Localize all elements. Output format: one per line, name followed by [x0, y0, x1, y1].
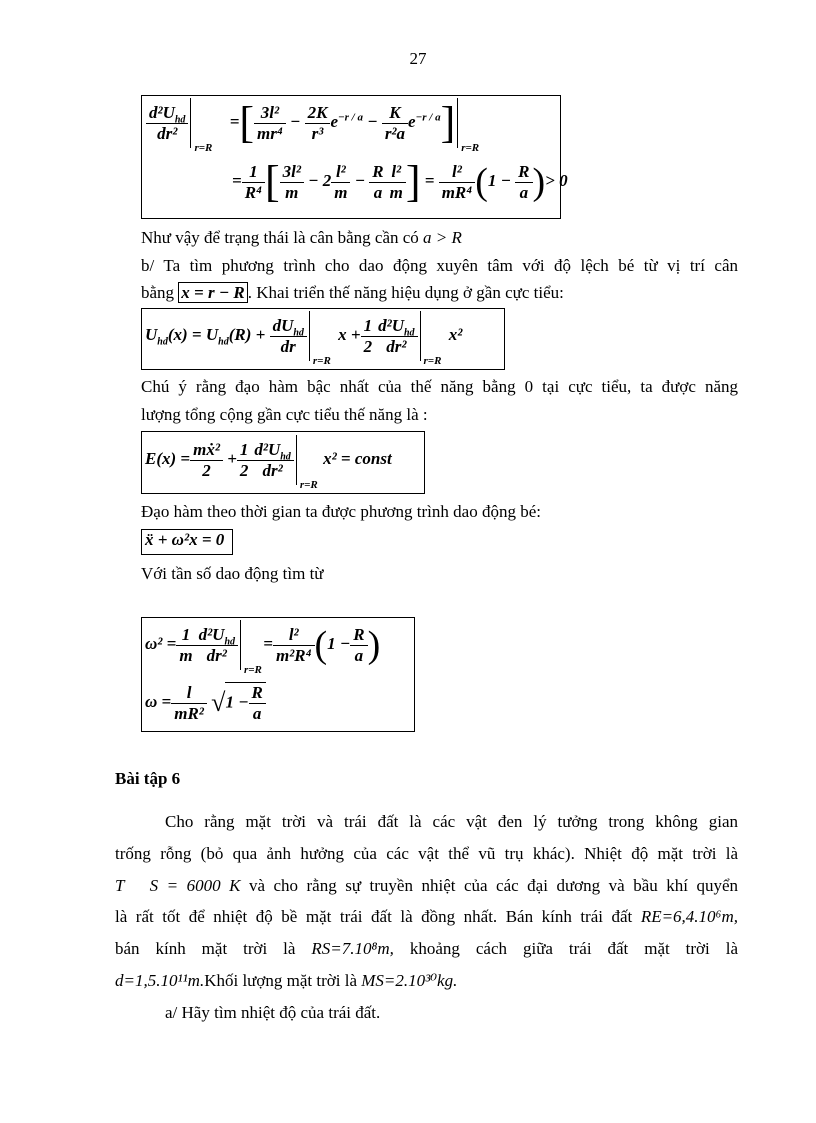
equation-taylor-expansion: $U_{hd}(x) = U_{hd}(R)$ + $\frac{dU_{hd}}{dr}$ r=R x + $\frac{1}{2}$ $\frac{d^2U_{hd}}{\text{dr²}}$ r=R x²	[145, 311, 462, 361]
paragraph-line: là rất tốt để nhiệt độ bề mặt trái đất là đồng nhất. Bán kính trái đất RE=6,4.10⁶m,	[115, 907, 738, 926]
paragraph-line: Cho rằng mặt trời và trái đất là các vật đen lý tưởng trong không gian	[165, 812, 738, 831]
equation-oscillator: ẍ + ω²x = 0	[145, 530, 225, 549]
paragraph-line: bán kính mặt trời là RS=7.10⁸m, khoảng cách giữa trái đất mặt trời là	[115, 939, 738, 958]
paragraph-line: Chú ý rằng đạo hàm bậc nhất của thế năng bằng 0 tại cực tiểu, ta được năng	[141, 377, 738, 396]
equation-second-derivative-line2: = $\frac{1}{\text{R⁴}}$ [ $\frac{\text{3l²}}{m}$ − 2 $\frac{\text{l²}}{m}$ − $\frac{R}{a}$ $\frac{\text{l²}}{m}$ ] = $\frac{\text{l²}}{\text{mR⁴}}$ (1 − $\frac{R}{a}$ )> 0	[232, 157, 568, 206]
paragraph-line: Đạo hàm theo thời gian ta được phương trình dao động bé:	[141, 502, 541, 521]
paragraph-line: lượng tổng cộng gần cực tiểu thế năng là :	[141, 405, 428, 424]
exercise-heading: Bài tập 6	[115, 769, 181, 788]
condition-line: Như vậy để trạng thái là cân bằng cần có a > R	[141, 228, 462, 247]
question-a: a/ Hãy tìm nhiệt độ của trái đất.	[165, 1003, 381, 1022]
paragraph-line: Với tần số dao động tìm từ	[141, 564, 324, 583]
boxed-expression: x = r − R	[178, 282, 247, 303]
paragraph-line: d=1,5.10¹¹m.Khối lượng mặt trời là MS=2.10³⁰kg.	[115, 971, 458, 990]
paragraph-line: b/ Ta tìm phương trình cho dao động xuyên tâm với độ lệch bé từ vị trí cân	[141, 256, 738, 275]
equation-second-derivative-line1: $\frac{d^2U_{hd}}{\text{dr²}}$ r=R =[ $\frac{\text{3l²}}{\text{mr⁴}}$ − $\frac{2K}{\text{r³}}$ $e^{-r / a}$ − $\frac{K}{\text{r²a}}$ $e^{-r / a}$] r=R	[146, 98, 458, 148]
equation-energy: E(x) = $\frac{\text{mẋ²}}{2}$ + $\frac{1}{2}$ $\frac{d^2U_{hd}}{\text{dr²}}$ r=R x² = const	[145, 435, 392, 485]
paragraph-line: trống rỗng (bỏ qua ảnh hưởng của các vật thể vũ trụ khác). Nhiệt độ mặt trời là	[115, 844, 738, 863]
equation-frequency-squared: ω² = $\frac{1}{m}$ $\frac{d^2U_{hd}}{\text{dr²}}$ r=R = $\frac{\text{l²}}{\text{m²R⁴}}$ (1 − $\frac{R}{a}$ )	[145, 620, 380, 670]
page-number: 27	[409, 49, 427, 68]
paragraph-line: bằng x = r − R . Khai triển thế năng hiệu dụng ở gần cực tiểu:	[141, 283, 564, 302]
paragraph-line: T S = 6000 K và cho rằng sự truyền nhiệt của các đại dương và bầu khí quyển	[115, 876, 738, 895]
equation-frequency: ω = $\frac{l}{\text{mR²}}$ √1 − $\frac{R}{a}$	[145, 682, 266, 724]
